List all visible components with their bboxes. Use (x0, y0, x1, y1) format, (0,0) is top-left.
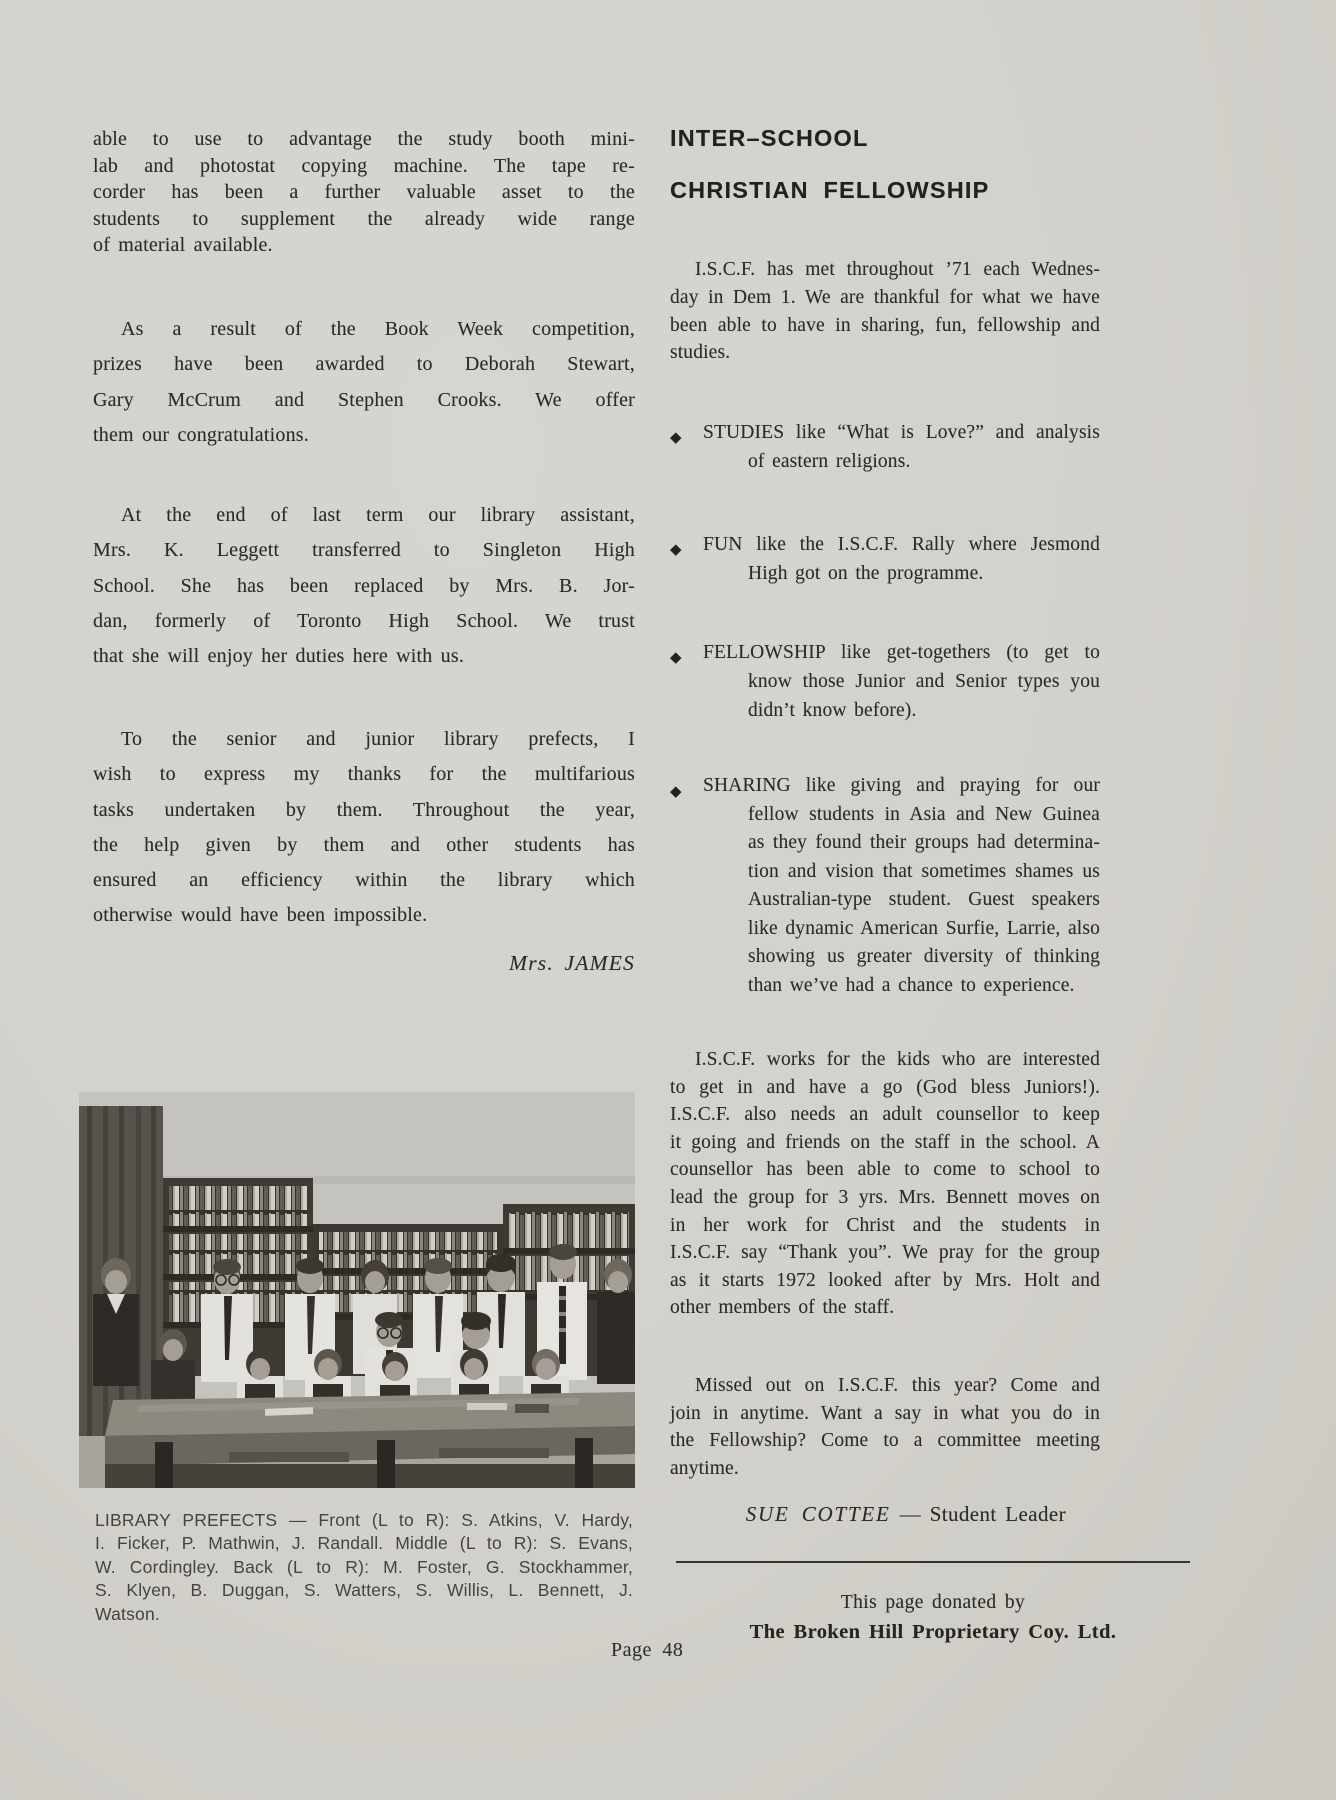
donation-credit-line-1: This page donated by (840, 1592, 1026, 1613)
bullet-text: STUDIES like “What is Love?” and analysis of eastern religions. (703, 422, 1100, 472)
paragraph-missed-out: Missed out on I.S.C.F. this year? Come and join in anytime. Want a say in what you do in the Fellowship? Come to a committee meeting anytime. (670, 1375, 1100, 1479)
diamond-bullet-icon: ◆ (670, 648, 682, 666)
diamond-bullet-icon: ◆ (670, 540, 682, 558)
paragraph-library-2: As a result of the Book Week competition, prizes have been awarded to Deborah Stewart, Gary McCrum and Stephen Crooks. We offer them our congratulations. (93, 318, 635, 447)
bullet-text: SHARING like giving and praying for our fellow students in Asia and New Guinea as they found their groups had determina- tion and vision that sometimes shames us Australian-type student. Guest speakers like dynamic American Surfie, Larrie, also showing us greater diversity of thinking than we’ve had a chance to experience. (703, 775, 1100, 996)
student-leader-role: Student Leader (929, 1502, 1066, 1526)
article-title-line-1: INTER–SCHOOL (670, 125, 869, 151)
diamond-bullet-icon: ◆ (670, 428, 682, 446)
diamond-bullet-icon: ◆ (670, 782, 682, 800)
paragraph-iscf-intro: I.S.C.F. has met throughout ’71 each Wednes- day in Dem 1. We are thankful for what we have been able to have in sharing, fun, fellowship and studies. (670, 259, 1100, 364)
divider-rule (676, 1561, 1190, 1563)
library-prefects-photo (79, 1092, 635, 1488)
bullet-item-fun (670, 530, 1100, 588)
photo-caption: LIBRARY PREFECTS — Front (L to R): S. Atkins, V. Hardy, I. Ficker, P. Mathwin, J. Randall. Middle (L to R): S. Evans, W. Cordingley. Back (L to R): M. Foster, G. Stockhammer, S. Klyen, B. Duggan, S. Watters, S. Willis, L. Bennett, J. Watson. (95, 1510, 633, 1624)
paragraph-library-1: able to use to advantage the study booth mini- lab and photostat copying machine. The tape re- corder has been a further valuable asset to the students to supplement the already wide range of material available. (93, 128, 635, 257)
bullet-text: FUN like the I.S.C.F. Rally where Jesmond High got on the programme. (703, 534, 1100, 584)
bullet-item-sharing (670, 772, 1100, 1000)
bullet-item-fellowship (670, 638, 1100, 725)
paragraph-iscf-works: I.S.C.F. works for the kids who are interested to get in and have a go (God bless Juniors!). I.S.C.F. also needs an adult counsellor to keep it going and friends on the staff in the school. A counsellor has been able to come to school to lead the group for 3 yrs. Mrs. Bennett moves on in her work for Christ and the students in I.S.C.F. say “Thank you”. We pray for the group as it starts 1972 looked after by Mrs. Holt and other members of the staff. (670, 1049, 1100, 1319)
student-leader-name: SUE COTTEE (745, 1502, 891, 1526)
donation-credit-line-2: The Broken Hill Proprietary Coy. Ltd. (749, 1621, 1117, 1643)
bullet-item-studies (670, 418, 1100, 476)
bullet-text: FELLOWSHIP like get-togethers (to get to know those Junior and Senior types you didn’t know before). (703, 642, 1100, 721)
paragraph-library-4: To the senior and junior library prefects, I wish to express my thanks for the multifarious tasks undertaken by them. Throughout the year, the help given by them and other students has ensured an efficiency within the library which otherwise would have been impossible. (93, 728, 635, 927)
page-number: Page 48 (611, 1639, 684, 1661)
paragraph-library-3: At the end of last term our library assistant, Mrs. K. Leggett transferred to Singleton High School. She has been replaced by Mrs. B. Jor- dan, formerly of Toronto High School. We trust that she will enjoy her duties here with us. (93, 504, 635, 668)
signature-dash: — (899, 1502, 921, 1526)
signature-sue-cottee (670, 1502, 1100, 1527)
signature-mrs-james: Mrs. JAMES (509, 951, 635, 975)
article-title-line-2: CHRISTIAN FELLOWSHIP (670, 177, 990, 203)
library-photo-graphic (79, 1092, 635, 1488)
